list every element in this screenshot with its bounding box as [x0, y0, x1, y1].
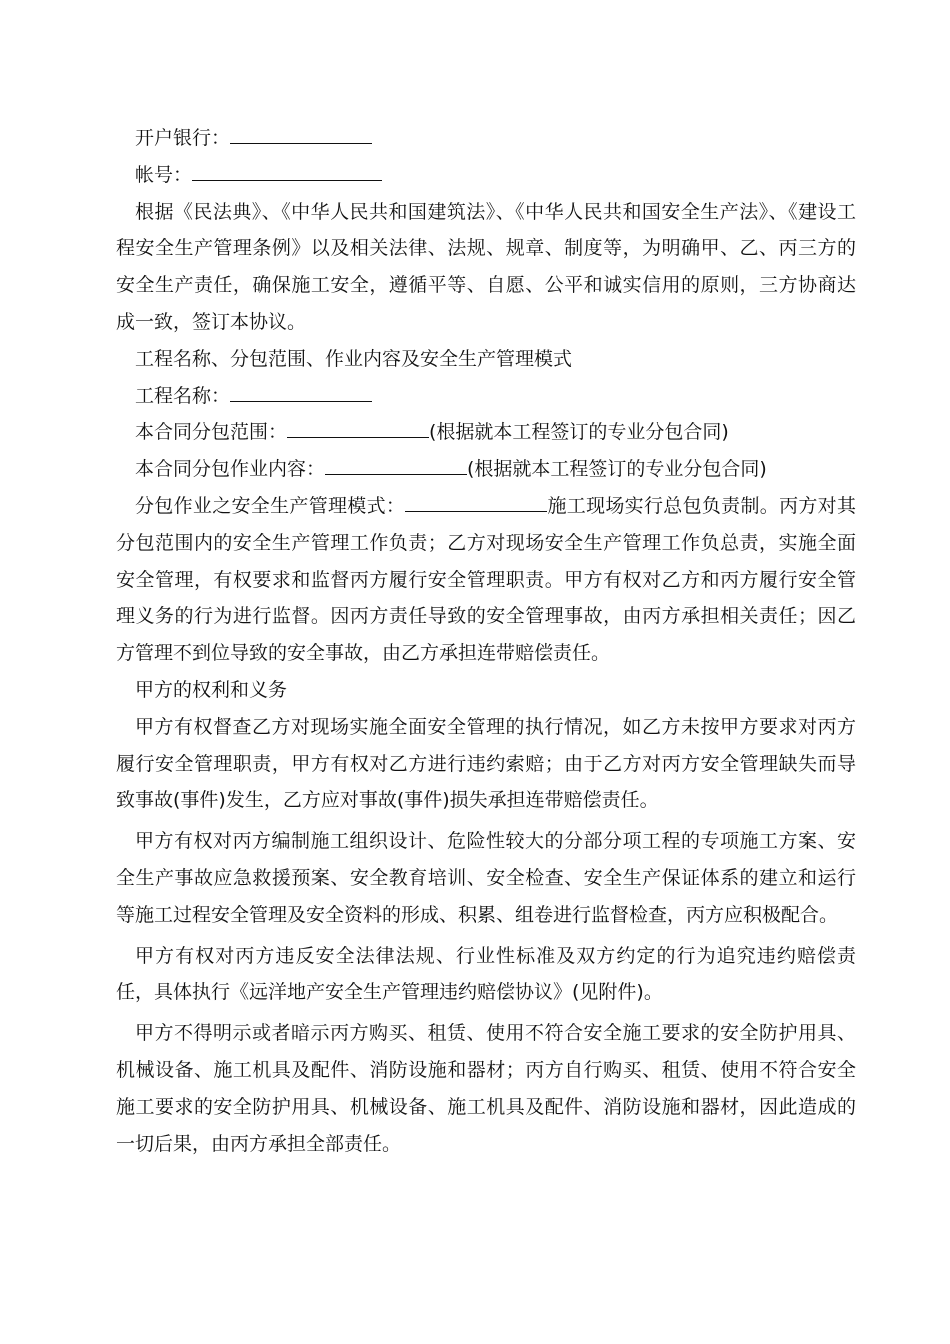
clause-paragraph: 甲方不得明示或者暗示丙方购买、租赁、使用不符合安全施工要求的安全防护用具、机械设备、施工机具及配件、消防设施和器材；丙方自行购买、租赁、使用不符合安全施工要求的安全防护用具、机械设备、施工机具及配件、消防设施和器材，因此造成的一切后果，由丙方承担全部责任。 — [116, 1022, 856, 1155]
section-title-project: 工程名称、分包范围、作业内容及安全生产管理模式 — [135, 347, 573, 370]
scope-note: (根据就本工程签订的专业分包合同) — [429, 421, 729, 444]
project-name-blank — [230, 383, 372, 402]
mode-blank — [405, 493, 547, 512]
project-name-field — [116, 378, 856, 415]
content-blank — [325, 456, 467, 475]
preamble-paragraph: 根据《民法典》、《中华人民共和国建筑法》、《中华人民共和国安全生产法》、《建设工程安全生产管理条例》以及相关法律、法规、规章、制度等，为明确甲、乙、丙三方的安全生产责任，确保施工安全，遵循平等、自愿、公平和诚实信用的原则，三方协商达成一致，签订本协议。 — [116, 200, 856, 333]
mode-paragraph — [116, 488, 856, 672]
project-name-label: 工程名称： — [135, 384, 231, 407]
clause-paragraph: 甲方有权对丙方违反安全法律法规、行业性标准及双方约定的行为追究违约赔偿责任，具体执行《远洋地产安全生产管理违约赔偿协议》(见附件)。 — [116, 944, 856, 1004]
content-field — [116, 451, 856, 488]
bank-blank — [230, 125, 372, 144]
section-title-party-a: 甲方的权利和义务 — [135, 678, 288, 701]
scope-label: 本合同分包范围： — [135, 421, 288, 444]
account-blank — [192, 162, 382, 181]
scope-field — [116, 414, 856, 451]
account-field — [116, 157, 856, 194]
account-label: 帐号： — [135, 163, 193, 186]
mode-text: 施工现场实行总包负责制。丙方对其分包范围内的安全生产管理工作负责；乙方对现场安全生产管理工作负总责，实施全面安全管理，有权要求和监督丙方履行安全管理职责。甲方有权对乙方和丙方履行安全管理义务的行为进行监督。因丙方责任导致的安全管理事故，由丙方承担相关责任；因乙方管理不到位导致的安全事故，由乙方承担连带赔偿责任。 — [116, 494, 856, 665]
scope-blank — [287, 419, 429, 438]
document-page — [116, 120, 856, 1162]
mode-label: 分包作业之安全生产管理模式： — [135, 494, 406, 517]
bank-field — [116, 120, 856, 157]
content-label: 本合同分包作业内容： — [135, 458, 326, 481]
bank-label: 开户银行： — [135, 127, 231, 149]
clause-paragraph: 甲方有权对丙方编制施工组织设计、危险性较大的分部分项工程的专项施工方案、安全生产事故应急救援预案、安全教育培训、安全检查、安全生产保证体系的建立和运行等施工过程安全管理及安全资料的形成、积累、组卷进行监督检查，丙方应积极配合。 — [116, 830, 856, 926]
content-note: (根据就本工程签订的专业分包合同) — [467, 458, 767, 481]
clause-paragraph: 甲方有权督查乙方对现场实施全面安全管理的执行情况，如乙方未按甲方要求对丙方履行安全管理职责，甲方有权对乙方进行违约索赔；由于乙方对丙方安全管理缺失而导致事故(事件)发生，乙方应对事故(事件)损失承担连带赔偿责任。 — [116, 715, 856, 812]
